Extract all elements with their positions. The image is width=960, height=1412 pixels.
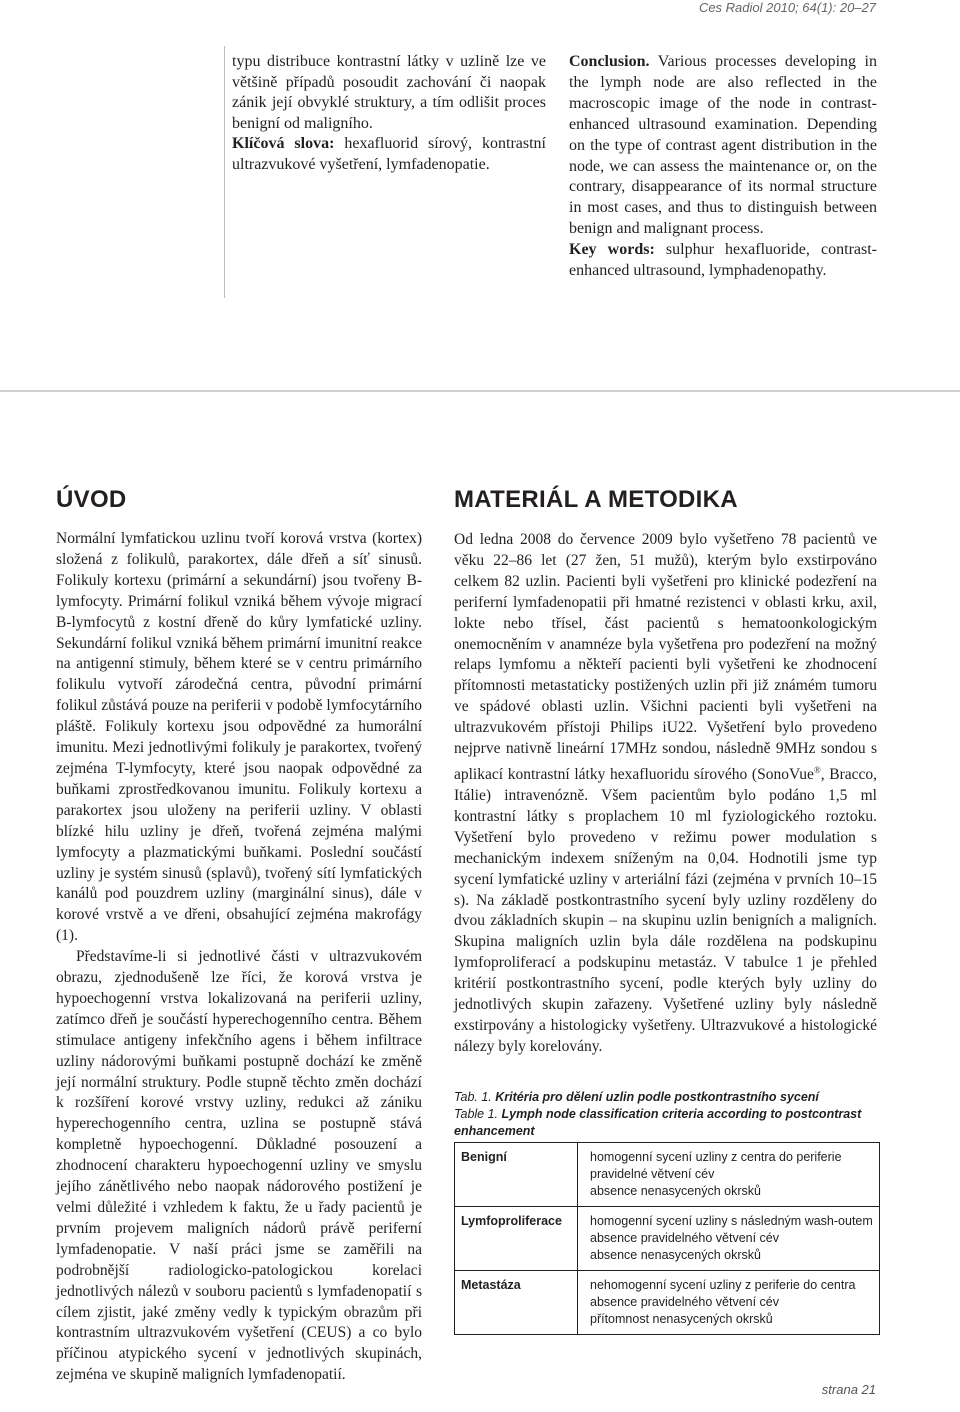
table-caption-en: Table 1. Lymph node classification criteria according to postcontrast enhancement bbox=[454, 1107, 862, 1138]
page-number: strana 21 bbox=[821, 1382, 876, 1397]
intro-body bbox=[56, 529, 422, 1386]
intro-heading: ÚVOD bbox=[56, 486, 127, 513]
journal-citation: Ces Radiol 2010; 64(1): 20–27 bbox=[698, 0, 876, 15]
intro-paragraph-2: Představíme-li si jednotlivé části v ultrazvukovém obrazu, zjednodušeně lze říci, že korová vrstva je hypoechogenní vrstva lokalizovaná na periferii uzliny, zatímco dřeň je součástí hyperechogenního centra. Během stimulace antigeny infekčního agens i během infiltrace uzliny nádorovými buňkami postupně dochází ke změně její normální struktury. Podle stupně těchto změn dochází k rozšíření korové vrstvy uzliny, redukci až zániku hyperechogenního centra, uzlina se postupně stává kompletně hypoechogenní. Důkladné posouzení a zhodnocení charakteru hypoechogenní uzliny ve smyslu jejího zánětlivého nebo naopak nádorového postižení je velmi důležité i vzhledem k faktu, že u řady pacientů je prvním projevem maligních nádorů právě periferní lymfadenopatie. V naší práci jsme se zaměřili na podrobnější radiologicko-patologickou korelaci jednotlivých nálezů v souboru pacientů s lymfadenopatií s cílem zjistit, jaké změny vedly k typickým obrazům při kontrastním ultrazvukovém vyšetření (CEUS) a co bylo příčinou atypického sycení v jednotlivých skupinách, zejména ve skupině maligních lymfadenopatií. bbox=[56, 948, 422, 1384]
abstract-en-conclusion: Conclusion. Various processes developing in the lymph node are also reflected in the macroscopic image of the node in contrast-enhanced ultrasound examination. Depending on the type of contrast agent distribution in the node, we can assess the maintenance or, on the contrary, disappearance of its normal structure in most cases, and thus to distinguish between benign and malignant process. bbox=[569, 53, 877, 238]
methods-body bbox=[454, 530, 877, 1058]
abstract-cz-text: typu distribuce kontrastní látky v uzlině lze ve většině případů posoudit zachování či naopak zánik její obvyklé struktury, a tím odlišit proces benigní od maligního. Klíčová slova: hexafluorid sírový, kontrastní ultrazvukové vyšetření, lymfadenopatie. bbox=[232, 53, 546, 173]
table-category: Metastáza bbox=[455, 1271, 578, 1335]
table-description: homogenní sycení uzliny s následným wash-outem absence pravidelného větvení cév absence nenasycených okrsků bbox=[578, 1207, 880, 1271]
registered-mark: ® bbox=[813, 764, 821, 775]
abstract-czech bbox=[232, 52, 546, 175]
table-row bbox=[455, 1271, 880, 1335]
table-caption bbox=[454, 1089, 879, 1140]
table-row bbox=[455, 1207, 880, 1271]
table-description: nehomogenní sycení uzliny z periferie do centra absence pravidelného větvení cév přítomnost nenasycených okrsků bbox=[578, 1271, 880, 1335]
keywords-cz-label: Klíčová slova: bbox=[232, 135, 335, 152]
abstract-divider bbox=[224, 46, 225, 298]
methods-paragraph: Od ledna 2008 do července 2009 bylo vyšetřeno 78 pacientů ve věku 22–86 let (27 žen, 51 mužů), kterým bylo exstirpováno celkem 82 uzlin. Pacienti byli vyšetřeni pro klinické podezření na periferní lymfadenopatii při hmatné rezistenci v oblasti krku, axil, lokte nebo třísel, část pacientů s hematoonkologickým onemocněním v anamnéze byla vyšetřena pro podezření na možný relaps lymfomu a někteří pacienti byli vyšetřeni ke zhodnocení přítomnosti metastaticky postižených uzlin při již známém tumoru ve spádové oblasti uzlin. Všichni pacienti byli vyšetřeni na ultrazvukovém přístoji Philips iU22. Vyšetření bylo provedeno nejprve nativně lineární 17MHz sondou, následně 9MHz sondou s aplikací kontrastní látky hexafluoridu sírového (SonoVue®, Bracco, Itálie) intravenózně. Všem pacientům bylo podáno 1,5 ml kontrastní látky s proplachem 10 ml fyziologického roztoku. Vyšetření bylo provedeno v režimu power modulation s mechanickým indexem sníženým na 0,04. Hodnotili jsme typ sycení lymfatické uzliny v arteriální fázi (zejména v prvních 10–15 s). Na základě postkontrastního sycení byly uzliny rozděleny do dvou základních skupin – na skupinu uzlin benigních a maligních. Skupina maligních uzlin byla dále rozdělena na podskupinu lymfoproliferací a podskupinu metastáz. V tabulce 1 je přehled kritérií postkontrastního sycení, podle kterých byly uzliny do jednotlivých skupin zařazeny. Vyšetřené uzliny byly následně exstirpovány a histologicky vyšetřeny. Ultrazvukové a histologické nálezy byly korelovány. bbox=[454, 531, 878, 1055]
abstract-english bbox=[569, 52, 877, 282]
table-description: homogenní sycení uzliny z centra do periferie pravidelné větvení cév absence nenasycených okrsků bbox=[578, 1143, 880, 1207]
criteria-table bbox=[454, 1142, 880, 1335]
table-row bbox=[455, 1143, 880, 1207]
methods-heading: MATERIÁL A METODIKA bbox=[454, 486, 738, 513]
keywords-en-label: Key words: bbox=[569, 241, 655, 259]
table-category: Lymfoproliferace bbox=[455, 1207, 578, 1271]
section-divider bbox=[0, 390, 960, 392]
table-caption-cz: Tab. 1. Kritéria pro dělení uzlin podle postkontrastního sycení bbox=[454, 1090, 819, 1104]
intro-paragraph-1: Normální lymfatickou uzlinu tvoří korová vrstva (kortex) složená z folikulů, parakortex, dále dřeň a síť sinusů. Folikuly kortexu (primární a sekundární) jsou tvořeny B-lymfocyty. Primární folikul vzniká během vývoje migrací B-lymfocytů z kostní dřeně do kůry lymfatické uzliny. Sekundární folikul vzniká během primární imunitní reakce na antigenní stimuly, během které se v centru primárního folikulu vytvoří zárodečná centra, původní primární folikul zůstává pouze na periferii v podobě lymfocytárního pláště. Folikuly kortexu jsou odpovědné za humorální imunitu. Mezi jednotlivými folikuly je parakortex, tvořený zejména T-lymfocyty, které jsou naopak odpovědné za buňkami zprostředkovanou imunitu. Folikuly kortexu a parakortex jsou uloženy na periferii uzliny. V oblasti blízké hilu uzliny je dřeň, tvořená zejména malými lymfocyty a plazmatickými buňkami. Poslední součástí uzliny je systém sinusů (splavů), tvořený sítí lymfatických kanálů pod pouzdrem uzliny (marginální sinus), dále v korové vrstvě a ve dřeni, obsahující zejména makrofágy (1). bbox=[56, 530, 422, 945]
table-category: Benigní bbox=[455, 1143, 578, 1207]
keywords-cz: hexafluorid sírový, kontrastní ultrazvukové vyšetření, lymfadenopatie. bbox=[232, 135, 546, 173]
conclusion-label: Conclusion. bbox=[569, 53, 650, 70]
abstract-en-keywords: Key words: sulphur hexafluoride, contrast-enhanced ultrasound, lymphadenopathy. bbox=[569, 241, 878, 280]
